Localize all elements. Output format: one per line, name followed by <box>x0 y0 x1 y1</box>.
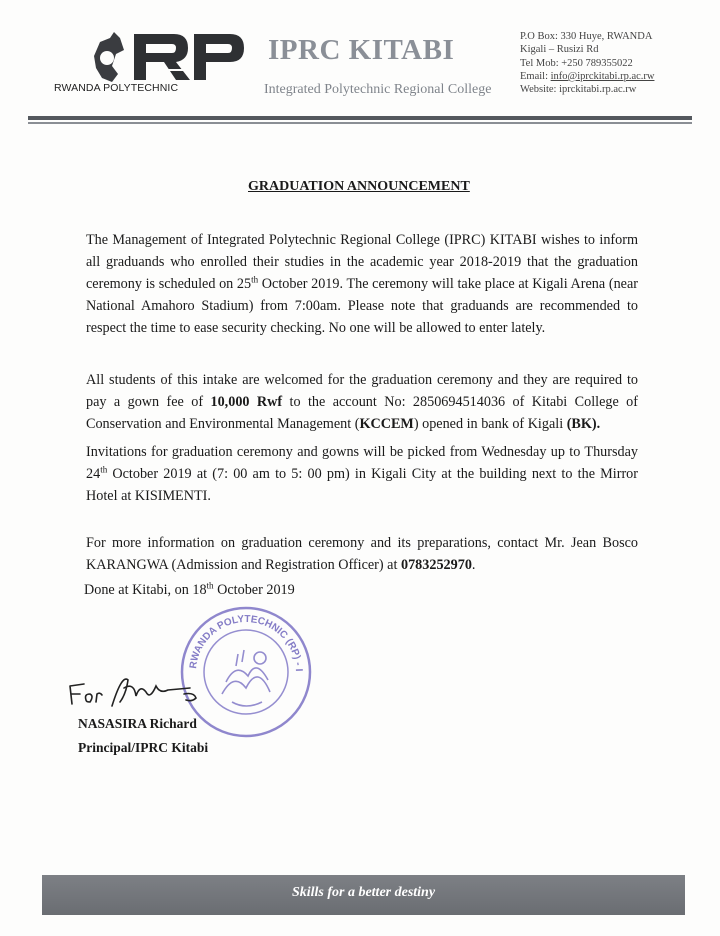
logo-letter-p <box>194 34 244 80</box>
header-divider <box>28 116 692 120</box>
gown-fee-amount: 10,000 Rwf <box>210 394 283 410</box>
paragraph-gown-fee: All students of this intake are welcomed for the graduation ceremony and they are required to pay a gown fee of 10,000 Rwf to the account No: 2850694514036 of Kitabi College of Conservation and Environmental Management (KCCEM) opened in bank of Kigali (BK). <box>86 372 638 432</box>
document-heading: GRADUATION ANNOUNCEMENT <box>248 179 470 194</box>
contact-block <box>520 30 654 96</box>
handwritten-signature <box>64 666 244 720</box>
logo-caption: RWANDA POLYTECHNIC <box>54 82 179 94</box>
institution-title: IPRC KITABI <box>268 34 455 66</box>
contact-tel: Tel Mob: +250 789355022 <box>520 57 633 69</box>
paragraph-invitations: Invitations for graduation ceremony and gowns will be picked from Wednesday up to Thursday 24th October 2019 at (7: 00 am to 5: 00 pm) in Kigali City at the building next to the Mirror Hotel at KISIMENTI. <box>86 444 638 504</box>
stamp-text: RWANDA POLYTECHNIC (RP) - I <box>188 613 305 672</box>
contact-email: Email: info@iprckitabi.rp.ac.rw <box>520 70 655 82</box>
svg-text:RWANDA POLYTECHNIC (RP) - IPRC <box>176 602 304 672</box>
email-link[interactable]: info@iprckitabi.rp.ac.rw <box>550 70 655 82</box>
bank-abbr: (BK). <box>566 416 601 432</box>
footer-bar <box>42 875 685 915</box>
logo-letter-r <box>134 34 190 80</box>
header-divider-thin <box>28 122 692 124</box>
institution-subtitle: Integrated Polytechnic Regional College <box>264 82 492 97</box>
kccem-abbr: KCCEM <box>359 416 414 432</box>
contact-po-box: P.O Box: 330 Huye, RWANDA <box>520 31 653 42</box>
gear-icon <box>94 32 124 82</box>
signatory-name: NASASIRA Richard <box>78 716 197 731</box>
contact-road: Kigali – Rusizi Rd <box>520 44 599 56</box>
footer-slogan: Skills for a better destiny <box>291 885 436 900</box>
website-link[interactable]: iprckitabi.rp.ac.rw <box>559 84 637 96</box>
paragraph-ceremony: The Management of Integrated Polytechnic Regional College (IPRC) KITABI wishes to inform all graduands who enrolled their studies in the academic year 2018-2019 that the graduation ceremony is scheduled on 25th October 2019. The ceremony will take place at Kigali Arena (near National Amahoro Stadium) from 7:00am. Please note that graduands are recommended to respect the time to ease security checking. No one will be allowed to enter lately. <box>86 232 638 336</box>
paragraph-contact: For more information on graduation ceremony and its preparations, contact Mr. Jean Bosco KARANGWA (Admission and Registration Officer) at 0783252970. <box>86 535 638 573</box>
contact-website: Website: iprckitabi.rp.ac.rw <box>520 84 637 96</box>
signature-scribble-icon <box>64 666 244 720</box>
signatory-role: Principal/IPRC Kitabi <box>78 740 209 755</box>
done-at-date: Done at Kitabi, on 18th October 2019 <box>84 580 295 598</box>
contact-phone: 0783252970 <box>400 557 472 573</box>
